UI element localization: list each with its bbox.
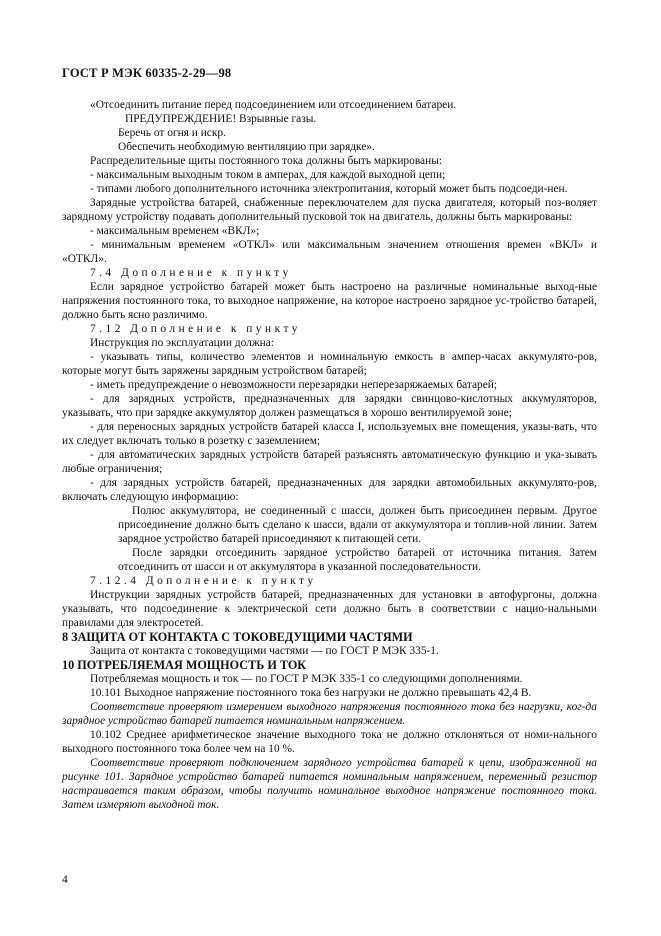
warning-line: ПРЕДУПРЕЖДЕНИЕ! Взрывные газы. — [125, 113, 317, 125]
list-item: - для переносных зарядных устройств батарей класса I, используемых вне помещения, указы-вать, что их следует включать только в розетку с заземлением; — [62, 421, 597, 447]
compliance-note: Соответствие проверяют измерением выходного напряжения постоянного тока без нагрузки, ког-да зарядное устройство батарей питается номинальным напряжением. — [62, 701, 597, 727]
section-heading-7-12-4: 7.12.4 Дополнение к пункту — [90, 575, 317, 587]
compliance-note: Соответствие проверяют подключением зарядного устройства батарей к цепи, изображенной на рисунке 101. Зарядное устройство батарей питается номинальным напряжением, переменный резистор настраивается таким образом, чтобы получить номинальное выходное напряжение постоянного тока. Затем измеряют выходной ток. — [62, 757, 597, 811]
section-heading-7-4: 7.4 Дополнение к пункту — [90, 267, 292, 279]
list-item: - для зарядных устройств батарей, предназначенных для зарядки автомобильных аккумулято-ров, включать следующую информацию: — [62, 477, 597, 503]
paragraph: 10.102 Среднее арифметическое значение выходного тока не должно отклоняться от номи-нального выходного постоянного тока более чем на 10 %. — [62, 729, 597, 755]
paragraph: Если зарядное устройство батарей может быть настроено на различные номинальные выход-ные напряжения постоянного тока, то выходное напряжение, на которое настроено зарядное ус-тройство батарей, должно быть ясно различимо. — [62, 281, 597, 321]
paragraph: Потребляемая мощность и ток — по ГОСТ Р МЭК 335-1 со следующими дополнениями. — [90, 673, 523, 685]
list-item: - иметь предупреждение о невозможности перезарядки неперезаряжаемых батарей; — [90, 379, 498, 391]
paragraph: Зарядные устройства батарей, снабженные переключателем для пуска двигателя, который поз-воляет зарядному устройству подавать дополнительный пусковой ток на двигатель, должны быть маркированы: — [62, 197, 597, 223]
paragraph: Инструкции зарядных устройств батарей, предназначенных для установки в автофургоны, должна указывать, что подсоединение к электрической сети должно быть в соответствии с нацио-нальными правилами для электросетей. — [62, 589, 597, 629]
paragraph: Инструкция по эксплуатации должна: — [90, 337, 274, 349]
warning-line: Беречь от огня и искр. — [118, 127, 226, 139]
list-item: - для автоматических зарядных устройств батарей разъяснять автоматическую функцию и ука-зывать любые ограничения; — [62, 449, 597, 475]
page-number: 4 — [62, 874, 68, 886]
section-title-8: 8 ЗАЩИТА ОТ КОНТАКТА С ТОКОВЕДУЩИМИ ЧАСТЯМИ — [62, 630, 413, 644]
warning-line: Обеспечить необходимую вентиляцию при зарядке». — [118, 141, 375, 153]
document-body — [62, 98, 597, 812]
list-item: - указывать типы, количество элементов и номинальную емкость в ампер-часах аккумулято-ров, которые могут быть заряжены зарядным устройством батарей; — [62, 351, 597, 377]
list-item: - для зарядных устройств, предназначенных для зарядки свинцово-кислотных аккумуляторов, указывать, что при зарядке аккумулятор должен размещаться в хорошо вентилируемой зоне; — [62, 393, 597, 419]
list-item: - максимальным временем «ВКЛ»; — [90, 225, 260, 237]
section-title-10: 10 ПОТРЕБЛЯЕМАЯ МОЩНОСТЬ И ТОК — [62, 658, 307, 672]
paragraph: «Отсоединить питание перед подсоединением или отсоединением батареи. — [90, 99, 457, 111]
quoted-instruction: Полюс аккумулятора, не соединенный с шасси, должен быть присоединен первым. Другое присоединение должно быть сделано к шасси, вдали от аккумулятора и топлив-ной линии. Затем зарядное устройство батарей присоединяют к питающей сети. — [118, 505, 597, 545]
list-item: - максимальным выходным током в амперах, для каждой выходной цепи; — [90, 169, 446, 181]
quoted-instruction: После зарядки отсоединить зарядное устройство батарей от источника питания. Затем отсоединить от шасси и от аккумулятора в указанной последовательности. — [118, 547, 597, 573]
paragraph: 10.101 Выходное напряжение постоянного тока без нагрузки не должно превышать 42,4 В. — [90, 687, 532, 699]
section-heading-7-12: 7.12 Дополнение к пункту — [90, 323, 301, 335]
paragraph: Распределительные щиты постоянного тока должны быть маркированы: — [90, 155, 443, 167]
list-item: - минимальным временем «ОТКЛ» или максимальным значением отношения времен «ВКЛ» и «ОТКЛ». — [62, 239, 597, 265]
document-header: ГОСТ Р МЭК 60335-2-29—98 — [62, 66, 232, 80]
paragraph: Защита от контакта с токоведущими частями — по ГОСТ Р МЭК 335-1. — [90, 645, 439, 657]
list-item: - типами любого дополнительного источника электропитания, который может быть подсоеди-нен. — [90, 183, 568, 195]
